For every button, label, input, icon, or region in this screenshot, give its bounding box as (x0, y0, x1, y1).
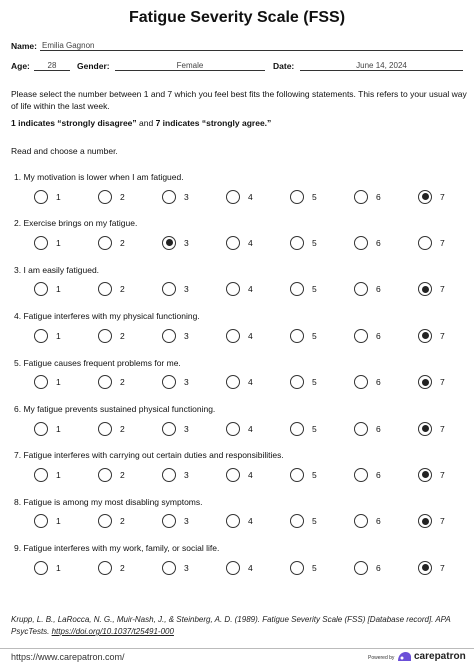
option-5[interactable] (290, 374, 317, 390)
option-label: 2 (120, 237, 125, 248)
option-label: 1 (56, 237, 61, 248)
option-label: 2 (120, 516, 125, 527)
option-4[interactable] (226, 281, 253, 297)
option-label: 1 (56, 191, 61, 202)
option-3[interactable] (162, 421, 189, 437)
option-2[interactable] (98, 235, 125, 251)
option-6[interactable] (354, 281, 381, 297)
radio-button[interactable] (418, 561, 432, 575)
radio-button[interactable] (418, 514, 432, 528)
radio-selected-dot (422, 564, 429, 571)
read-and-choose-text: Read and choose a number. (11, 146, 118, 156)
radio-button[interactable] (354, 514, 368, 528)
option-label: 3 (184, 562, 189, 573)
radio-button[interactable] (418, 190, 432, 204)
option-5[interactable] (290, 560, 317, 576)
option-2[interactable] (98, 421, 125, 437)
option-label: 1 (56, 469, 61, 480)
radio-button[interactable] (290, 422, 304, 436)
option-3[interactable] (162, 281, 189, 297)
radio-button[interactable] (226, 282, 240, 296)
radio-button[interactable] (418, 282, 432, 296)
option-6[interactable] (354, 513, 381, 529)
radio-button[interactable] (290, 514, 304, 528)
option-7[interactable] (418, 513, 445, 529)
option-label: 4 (248, 237, 253, 248)
option-2[interactable] (98, 328, 125, 344)
option-7[interactable] (418, 421, 445, 437)
option-label: 4 (248, 562, 253, 573)
option-3[interactable] (162, 467, 189, 483)
option-label: 2 (120, 423, 125, 434)
radio-button[interactable] (162, 329, 176, 343)
option-label: 1 (56, 423, 61, 434)
radio-button[interactable] (98, 236, 112, 250)
citation-link[interactable]: https://doi.org/10.1037/t25491-000 (51, 627, 174, 636)
radio-button[interactable] (354, 236, 368, 250)
scale-low-definition: 1 indicates “strongly disagree” (11, 118, 137, 128)
powered-by-label: Powered by (368, 655, 395, 661)
option-label: 2 (120, 562, 125, 573)
option-label: 4 (248, 330, 253, 341)
option-label: 6 (376, 191, 381, 202)
radio-selected-dot (166, 239, 173, 246)
radio-button[interactable] (354, 190, 368, 204)
option-label: 4 (248, 191, 253, 202)
option-label: 4 (248, 423, 253, 434)
option-7[interactable] (418, 189, 445, 205)
radio-button[interactable] (418, 236, 432, 250)
option-label: 4 (248, 469, 253, 480)
option-label: 5 (312, 516, 317, 527)
option-label: 5 (312, 191, 317, 202)
option-4[interactable] (226, 560, 253, 576)
instructions-text: Please select the number between 1 and 7 which you feel best fits the following statements. This refers to your usual way of life within the last week. (11, 89, 467, 111)
question-text: 6. My fatigue prevents sustained physical functioning. (14, 404, 216, 414)
option-label: 3 (184, 191, 189, 202)
radio-button[interactable] (290, 282, 304, 296)
radio-button[interactable] (354, 375, 368, 389)
option-7[interactable] (418, 560, 445, 576)
option-3[interactable] (162, 235, 189, 251)
option-label: 7 (440, 423, 445, 434)
option-1[interactable] (34, 374, 61, 390)
option-label: 1 (56, 562, 61, 573)
option-label: 6 (376, 330, 381, 341)
option-label: 6 (376, 284, 381, 295)
radio-button[interactable] (418, 329, 432, 343)
option-7[interactable] (418, 328, 445, 344)
radio-button[interactable] (34, 561, 48, 575)
radio-button[interactable] (418, 468, 432, 482)
radio-button[interactable] (98, 375, 112, 389)
option-5[interactable] (290, 421, 317, 437)
date-label: Date: (273, 61, 295, 71)
radio-button[interactable] (354, 561, 368, 575)
radio-button[interactable] (98, 468, 112, 482)
radio-button[interactable] (290, 236, 304, 250)
radio-button[interactable] (162, 236, 176, 250)
option-4[interactable] (226, 189, 253, 205)
option-1[interactable] (34, 235, 61, 251)
option-7[interactable] (418, 235, 445, 251)
footer-url[interactable]: https://www.carepatron.com/ (11, 652, 125, 662)
scale-high-definition: 7 indicates “strongly agree.” (155, 118, 272, 128)
option-label: 2 (120, 330, 125, 341)
question-text: 9. Fatigue interferes with my work, family, or social life. (14, 543, 220, 554)
option-2[interactable] (98, 513, 125, 529)
radio-button[interactable] (162, 282, 176, 296)
radio-button[interactable] (290, 329, 304, 343)
scale-definition (11, 118, 467, 130)
option-label: 3 (184, 516, 189, 527)
radio-selected-dot (422, 332, 429, 339)
question-text: 4. Fatigue interferes with my physical functioning. (14, 311, 200, 322)
option-label: 5 (312, 330, 317, 341)
gender-label: Gender: (77, 61, 110, 71)
radio-selected-dot (422, 193, 429, 200)
radio-button[interactable] (98, 422, 112, 436)
option-label: 6 (376, 377, 381, 388)
radio-button[interactable] (34, 282, 48, 296)
radio-button[interactable] (226, 375, 240, 389)
option-label: 3 (184, 423, 189, 434)
option-label: 7 (440, 516, 445, 527)
option-label: 1 (56, 516, 61, 527)
radio-button[interactable] (226, 561, 240, 575)
radio-button[interactable] (226, 236, 240, 250)
option-label: 5 (312, 237, 317, 248)
age-field[interactable]: 28 (34, 61, 70, 71)
radio-selected-dot (422, 518, 429, 525)
gender-field[interactable]: Female (115, 61, 265, 71)
radio-button[interactable] (226, 422, 240, 436)
option-5[interactable] (290, 467, 317, 483)
option-label: 1 (56, 377, 61, 388)
option-2[interactable] (98, 281, 125, 297)
option-label: 5 (312, 562, 317, 573)
radio-button[interactable] (162, 514, 176, 528)
option-label: 3 (184, 284, 189, 295)
option-label: 3 (184, 377, 189, 388)
radio-button[interactable] (226, 514, 240, 528)
option-label: 1 (56, 330, 61, 341)
radio-selected-dot (422, 286, 429, 293)
option-5[interactable] (290, 189, 317, 205)
option-5[interactable] (290, 281, 317, 297)
option-label: 2 (120, 284, 125, 295)
radio-button[interactable] (290, 375, 304, 389)
option-label: 3 (184, 469, 189, 480)
option-2[interactable] (98, 374, 125, 390)
radio-button[interactable] (354, 329, 368, 343)
footer-divider (0, 648, 474, 649)
option-1[interactable] (34, 421, 61, 437)
option-label: 2 (120, 377, 125, 388)
radio-button[interactable] (162, 190, 176, 204)
option-label: 7 (440, 191, 445, 202)
option-3[interactable] (162, 189, 189, 205)
option-2[interactable] (98, 560, 125, 576)
option-3[interactable] (162, 513, 189, 529)
radio-selected-dot (422, 425, 429, 432)
option-2[interactable] (98, 467, 125, 483)
radio-button[interactable] (34, 468, 48, 482)
option-label: 5 (312, 469, 317, 480)
option-4[interactable] (226, 328, 253, 344)
option-7[interactable] (418, 374, 445, 390)
radio-button[interactable] (226, 468, 240, 482)
citation-text: Krupp, L. B., LaRocca, N. G., Muir-Nash, J., & Steinberg, A. D. (1989). Fatigue Severity Scale (FSS) [Database record]. APA PsycTests. (11, 615, 451, 636)
radio-button[interactable] (34, 190, 48, 204)
option-label: 5 (312, 284, 317, 295)
question-text: 1. My motivation is lower when I am fatigued. (14, 172, 184, 182)
scale-connector: and (136, 118, 156, 128)
option-2[interactable] (98, 189, 125, 205)
radio-selected-dot (422, 379, 429, 386)
option-4[interactable] (226, 374, 253, 390)
radio-button[interactable] (354, 422, 368, 436)
option-4[interactable] (226, 467, 253, 483)
option-6[interactable] (354, 189, 381, 205)
radio-button[interactable] (418, 375, 432, 389)
option-6[interactable] (354, 467, 381, 483)
option-label: 6 (376, 516, 381, 527)
option-1[interactable] (34, 560, 61, 576)
option-6[interactable] (354, 235, 381, 251)
option-label: 7 (440, 562, 445, 573)
age-label: Age: (11, 61, 30, 71)
option-6[interactable] (354, 328, 381, 344)
name-label: Name: (11, 41, 37, 51)
option-label: 4 (248, 284, 253, 295)
citation (11, 614, 467, 638)
radio-button[interactable] (162, 422, 176, 436)
option-label: 3 (184, 330, 189, 341)
option-5[interactable] (290, 513, 317, 529)
option-label: 6 (376, 469, 381, 480)
option-3[interactable] (162, 560, 189, 576)
radio-button[interactable] (98, 190, 112, 204)
radio-button[interactable] (34, 514, 48, 528)
radio-button[interactable] (34, 329, 48, 343)
option-label: 3 (184, 237, 189, 248)
option-1[interactable] (34, 513, 61, 529)
option-label: 1 (56, 284, 61, 295)
option-1[interactable] (34, 189, 61, 205)
radio-button[interactable] (290, 190, 304, 204)
option-4[interactable] (226, 513, 253, 529)
radio-button[interactable] (34, 375, 48, 389)
name-field[interactable]: Emilia Gagnon (40, 41, 463, 51)
option-label: 2 (120, 469, 125, 480)
date-field[interactable]: June 14, 2024 (300, 61, 463, 71)
radio-button[interactable] (98, 329, 112, 343)
option-label: 4 (248, 377, 253, 388)
option-label: 7 (440, 284, 445, 295)
option-4[interactable] (226, 235, 253, 251)
radio-button[interactable] (34, 236, 48, 250)
option-5[interactable] (290, 235, 317, 251)
option-label: 5 (312, 423, 317, 434)
radio-button[interactable] (226, 329, 240, 343)
option-6[interactable] (354, 421, 381, 437)
carepatron-logo-icon (397, 651, 412, 663)
option-label: 7 (440, 469, 445, 480)
radio-button[interactable] (98, 514, 112, 528)
option-6[interactable] (354, 560, 381, 576)
radio-button[interactable] (290, 468, 304, 482)
option-label: 7 (440, 330, 445, 341)
option-1[interactable] (34, 281, 61, 297)
radio-button[interactable] (290, 561, 304, 575)
carepatron-brand[interactable]: carepatron (414, 651, 466, 662)
option-3[interactable] (162, 374, 189, 390)
option-3[interactable] (162, 328, 189, 344)
option-label: 6 (376, 562, 381, 573)
radio-button[interactable] (162, 375, 176, 389)
radio-selected-dot (422, 471, 429, 478)
option-label: 7 (440, 237, 445, 248)
question-text: 5. Fatigue causes frequent problems for me. (14, 357, 181, 368)
option-label: 2 (120, 191, 125, 202)
radio-button[interactable] (226, 190, 240, 204)
radio-button[interactable] (354, 282, 368, 296)
question-text: 7. Fatigue interferes with carrying out certain duties and responsibilities. (14, 450, 284, 461)
option-label: 7 (440, 377, 445, 388)
radio-button[interactable] (98, 561, 112, 575)
page-title: Fatigue Severity Scale (FSS) (128, 9, 346, 26)
option-label: 5 (312, 377, 317, 388)
radio-button[interactable] (34, 422, 48, 436)
option-label: 6 (376, 423, 381, 434)
radio-button[interactable] (162, 561, 176, 575)
option-label: 6 (376, 237, 381, 248)
option-1[interactable] (34, 328, 61, 344)
option-5[interactable] (290, 328, 317, 344)
radio-button[interactable] (162, 468, 176, 482)
question-text: 2. Exercise brings on my fatigue. (14, 218, 138, 229)
question-text: 3. I am easily fatigued. (14, 264, 100, 275)
option-7[interactable] (418, 467, 445, 483)
option-label: 4 (248, 516, 253, 527)
question-text: 8. Fatigue is among my most disabling symptoms. (14, 496, 203, 507)
radio-button[interactable] (354, 468, 368, 482)
option-6[interactable] (354, 374, 381, 390)
option-1[interactable] (34, 467, 61, 483)
option-7[interactable] (418, 281, 445, 297)
option-4[interactable] (226, 421, 253, 437)
radio-button[interactable] (418, 422, 432, 436)
radio-button[interactable] (98, 282, 112, 296)
